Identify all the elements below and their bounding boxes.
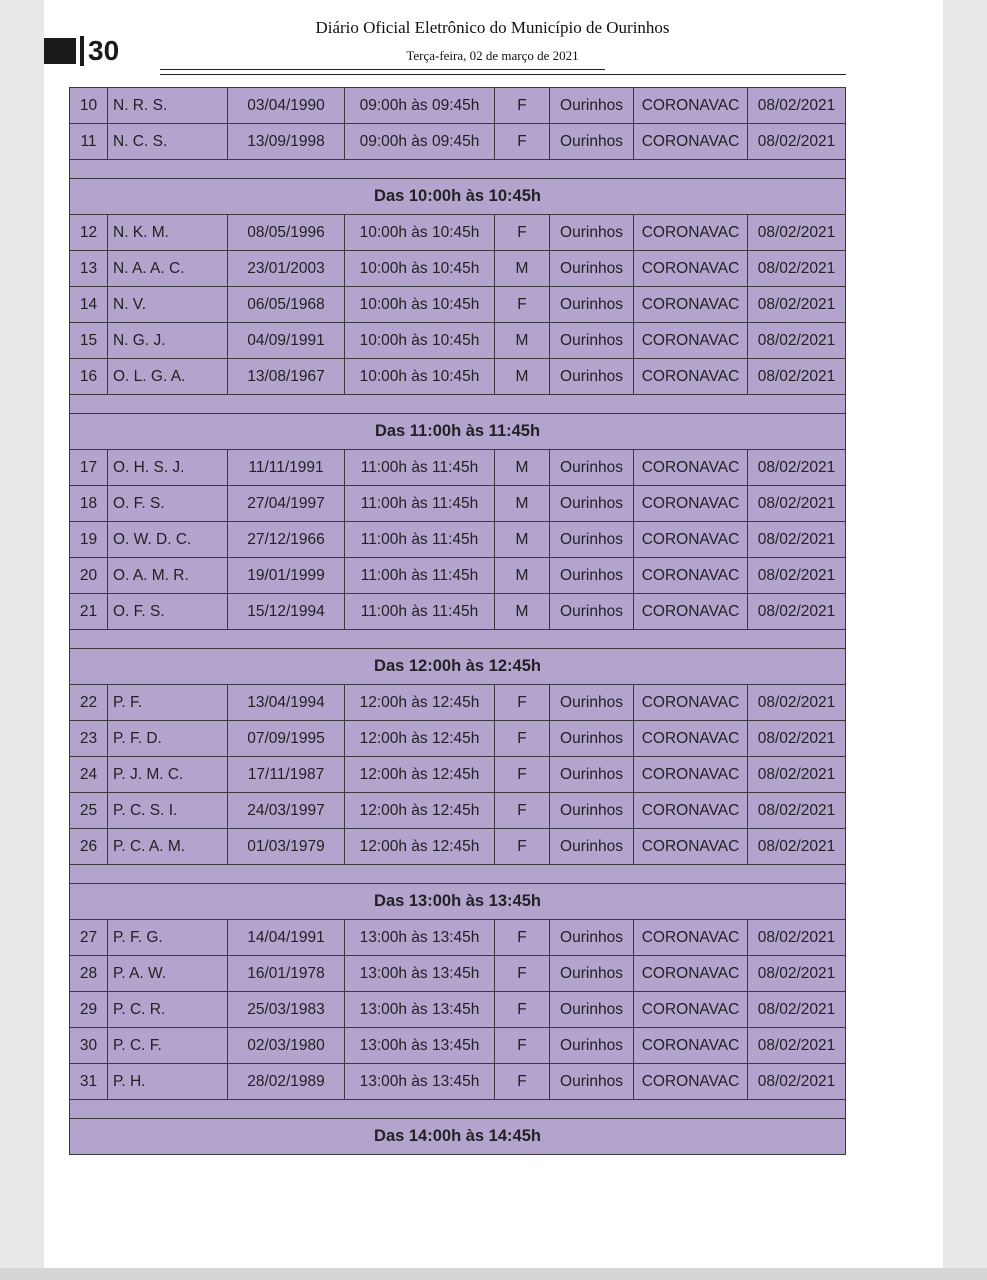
dose-date-cell: 08/02/2021: [748, 88, 846, 124]
person-initials-cell: P. F. D.: [108, 721, 228, 757]
dose-date-cell: 08/02/2021: [748, 920, 846, 956]
vaccine-cell: CORONAVAC: [634, 721, 748, 757]
row-number-cell: 22: [70, 685, 108, 721]
city-cell: Ourinhos: [550, 450, 634, 486]
dose-date-cell: 08/02/2021: [748, 251, 846, 287]
city-cell: Ourinhos: [550, 1064, 634, 1100]
table-row: [70, 956, 846, 992]
city-cell: Ourinhos: [550, 215, 634, 251]
birth-date-cell: 13/09/1998: [228, 124, 345, 160]
city-cell: Ourinhos: [550, 251, 634, 287]
spacer-row: [70, 1100, 846, 1119]
time-slot-cell: 11:00h às 11:45h: [345, 594, 495, 630]
table-row: [70, 992, 846, 1028]
vaccine-cell: CORONAVAC: [634, 287, 748, 323]
table-row: [70, 1028, 846, 1064]
time-slot-cell: 12:00h às 12:45h: [345, 721, 495, 757]
row-number-cell: 29: [70, 992, 108, 1028]
city-cell: Ourinhos: [550, 757, 634, 793]
table-row: [70, 594, 846, 630]
row-number-cell: 19: [70, 522, 108, 558]
time-slot-cell: 12:00h às 12:45h: [345, 757, 495, 793]
person-initials-cell: P. C. F.: [108, 1028, 228, 1064]
table-row: [70, 124, 846, 160]
city-cell: Ourinhos: [550, 287, 634, 323]
row-number-cell: 10: [70, 88, 108, 124]
city-cell: Ourinhos: [550, 829, 634, 865]
vaccine-cell: CORONAVAC: [634, 558, 748, 594]
table-row: [70, 829, 846, 865]
sex-cell: F: [495, 1064, 550, 1100]
spacer-cell: [70, 1100, 846, 1119]
time-slot-cell: 11:00h às 11:45h: [345, 450, 495, 486]
person-initials-cell: O. F. S.: [108, 486, 228, 522]
row-number-cell: 27: [70, 920, 108, 956]
birth-date-cell: 03/04/1990: [228, 88, 345, 124]
sex-cell: F: [495, 685, 550, 721]
table-row: [70, 522, 846, 558]
row-number-cell: 11: [70, 124, 108, 160]
row-number-cell: 18: [70, 486, 108, 522]
birth-date-cell: 23/01/2003: [228, 251, 345, 287]
person-initials-cell: O. A. M. R.: [108, 558, 228, 594]
city-cell: Ourinhos: [550, 956, 634, 992]
row-number-cell: 21: [70, 594, 108, 630]
person-initials-cell: O. L. G. A.: [108, 359, 228, 395]
dose-date-cell: 08/02/2021: [748, 956, 846, 992]
page-number-bar: [80, 36, 84, 66]
time-slot-cell: 10:00h às 10:45h: [345, 215, 495, 251]
vaccine-cell: CORONAVAC: [634, 251, 748, 287]
row-number-cell: 23: [70, 721, 108, 757]
table-row: [70, 1064, 846, 1100]
spacer-cell: [70, 395, 846, 414]
person-initials-cell: P. J. M. C.: [108, 757, 228, 793]
time-group-header: [70, 179, 846, 215]
row-number-cell: 20: [70, 558, 108, 594]
time-slot-cell: 09:00h às 09:45h: [345, 88, 495, 124]
dose-date-cell: 08/02/2021: [748, 757, 846, 793]
birth-date-cell: 13/08/1967: [228, 359, 345, 395]
birth-date-cell: 06/05/1968: [228, 287, 345, 323]
city-cell: Ourinhos: [550, 1028, 634, 1064]
time-slot-cell: 13:00h às 13:45h: [345, 920, 495, 956]
journal-title: Diário Oficial Eletrônico do Município de Ourinhos: [315, 18, 670, 37]
row-number-cell: 30: [70, 1028, 108, 1064]
dose-date-cell: 08/02/2021: [748, 323, 846, 359]
city-cell: Ourinhos: [550, 359, 634, 395]
time-slot-cell: 10:00h às 10:45h: [345, 323, 495, 359]
birth-date-cell: 27/12/1966: [228, 522, 345, 558]
dose-date-cell: 08/02/2021: [748, 486, 846, 522]
sex-cell: F: [495, 215, 550, 251]
birth-date-cell: 01/03/1979: [228, 829, 345, 865]
table-row: [70, 215, 846, 251]
vaccine-cell: CORONAVAC: [634, 323, 748, 359]
table-row: [70, 757, 846, 793]
row-number-cell: 26: [70, 829, 108, 865]
time-group-header: [70, 1119, 846, 1155]
sex-cell: F: [495, 1028, 550, 1064]
sex-cell: M: [495, 450, 550, 486]
vaccine-cell: CORONAVAC: [634, 450, 748, 486]
table-row: [70, 685, 846, 721]
city-cell: Ourinhos: [550, 88, 634, 124]
sex-cell: F: [495, 287, 550, 323]
city-cell: Ourinhos: [550, 486, 634, 522]
time-slot-cell: 13:00h às 13:45h: [345, 992, 495, 1028]
table-row: [70, 88, 846, 124]
vaccine-cell: CORONAVAC: [634, 88, 748, 124]
city-cell: Ourinhos: [550, 992, 634, 1028]
dose-date-cell: 08/02/2021: [748, 685, 846, 721]
dose-date-cell: 08/02/2021: [748, 594, 846, 630]
time-group-label: Das 13:00h às 13:45h: [70, 884, 846, 920]
spacer-row: [70, 630, 846, 649]
sex-cell: F: [495, 829, 550, 865]
time-slot-cell: 11:00h às 11:45h: [345, 558, 495, 594]
vaccine-cell: CORONAVAC: [634, 992, 748, 1028]
spacer-cell: [70, 160, 846, 179]
person-initials-cell: N. V.: [108, 287, 228, 323]
person-initials-cell: P. C. R.: [108, 992, 228, 1028]
birth-date-cell: 13/04/1994: [228, 685, 345, 721]
birth-date-cell: 25/03/1983: [228, 992, 345, 1028]
city-cell: Ourinhos: [550, 558, 634, 594]
birth-date-cell: 14/04/1991: [228, 920, 345, 956]
sex-cell: M: [495, 251, 550, 287]
table-row: [70, 450, 846, 486]
time-slot-cell: 09:00h às 09:45h: [345, 124, 495, 160]
person-initials-cell: P. C. S. I.: [108, 793, 228, 829]
vaccination-schedule-table: [69, 87, 846, 1155]
row-number-cell: 17: [70, 450, 108, 486]
dose-date-cell: 08/02/2021: [748, 522, 846, 558]
city-cell: Ourinhos: [550, 685, 634, 721]
table-row: [70, 323, 846, 359]
row-number-cell: 24: [70, 757, 108, 793]
time-group-label: Das 11:00h às 11:45h: [70, 414, 846, 450]
time-slot-cell: 12:00h às 12:45h: [345, 685, 495, 721]
row-number-cell: 15: [70, 323, 108, 359]
birth-date-cell: 08/05/1996: [228, 215, 345, 251]
vaccine-cell: CORONAVAC: [634, 1064, 748, 1100]
time-slot-cell: 10:00h às 10:45h: [345, 287, 495, 323]
person-initials-cell: O. F. S.: [108, 594, 228, 630]
vaccine-cell: CORONAVAC: [634, 829, 748, 865]
birth-date-cell: 04/09/1991: [228, 323, 345, 359]
time-group-label: Das 12:00h às 12:45h: [70, 649, 846, 685]
city-cell: Ourinhos: [550, 323, 634, 359]
person-initials-cell: N. C. S.: [108, 124, 228, 160]
dose-date-cell: 08/02/2021: [748, 721, 846, 757]
vaccine-cell: CORONAVAC: [634, 757, 748, 793]
time-slot-cell: 11:00h às 11:45h: [345, 486, 495, 522]
birth-date-cell: 11/11/1991: [228, 450, 345, 486]
table-row: [70, 558, 846, 594]
city-cell: Ourinhos: [550, 920, 634, 956]
dose-date-cell: 08/02/2021: [748, 992, 846, 1028]
time-slot-cell: 10:00h às 10:45h: [345, 251, 495, 287]
sex-cell: M: [495, 558, 550, 594]
time-slot-cell: 13:00h às 13:45h: [345, 1064, 495, 1100]
vaccine-cell: CORONAVAC: [634, 956, 748, 992]
person-initials-cell: O. W. D. C.: [108, 522, 228, 558]
time-slot-cell: 13:00h às 13:45h: [345, 1028, 495, 1064]
spacer-row: [70, 395, 846, 414]
person-initials-cell: P. C. A. M.: [108, 829, 228, 865]
table-row: [70, 486, 846, 522]
dose-date-cell: 08/02/2021: [748, 558, 846, 594]
vaccine-cell: CORONAVAC: [634, 920, 748, 956]
spacer-cell: [70, 630, 846, 649]
vaccine-cell: CORONAVAC: [634, 486, 748, 522]
person-initials-cell: P. H.: [108, 1064, 228, 1100]
time-slot-cell: 12:00h às 12:45h: [345, 793, 495, 829]
person-initials-cell: N. R. S.: [108, 88, 228, 124]
dose-date-cell: 08/02/2021: [748, 359, 846, 395]
city-cell: Ourinhos: [550, 124, 634, 160]
birth-date-cell: 16/01/1978: [228, 956, 345, 992]
sex-cell: F: [495, 793, 550, 829]
person-initials-cell: O. H. S. J.: [108, 450, 228, 486]
birth-date-cell: 15/12/1994: [228, 594, 345, 630]
birth-date-cell: 07/09/1995: [228, 721, 345, 757]
row-number-cell: 25: [70, 793, 108, 829]
table-row: [70, 793, 846, 829]
row-number-cell: 14: [70, 287, 108, 323]
dose-date-cell: 08/02/2021: [748, 1064, 846, 1100]
person-initials-cell: P. F. G.: [108, 920, 228, 956]
time-group-header: [70, 414, 846, 450]
row-number-cell: 16: [70, 359, 108, 395]
time-slot-cell: 10:00h às 10:45h: [345, 359, 495, 395]
table-row: [70, 920, 846, 956]
vaccine-cell: CORONAVAC: [634, 359, 748, 395]
birth-date-cell: 19/01/1999: [228, 558, 345, 594]
header-rule-short: [160, 69, 605, 70]
time-group-header: [70, 884, 846, 920]
birth-date-cell: 27/04/1997: [228, 486, 345, 522]
sex-cell: M: [495, 522, 550, 558]
journal-date: Terça-feira, 02 de março de 2021: [406, 48, 579, 63]
city-cell: Ourinhos: [550, 721, 634, 757]
city-cell: Ourinhos: [550, 793, 634, 829]
vaccine-cell: CORONAVAC: [634, 793, 748, 829]
time-slot-cell: 13:00h às 13:45h: [345, 956, 495, 992]
vaccine-cell: CORONAVAC: [634, 124, 748, 160]
time-slot-cell: 12:00h às 12:45h: [345, 829, 495, 865]
spacer-row: [70, 160, 846, 179]
sex-cell: F: [495, 956, 550, 992]
sex-cell: F: [495, 88, 550, 124]
row-number-cell: 12: [70, 215, 108, 251]
sex-cell: M: [495, 594, 550, 630]
table-row: [70, 251, 846, 287]
person-initials-cell: P. A. W.: [108, 956, 228, 992]
row-number-cell: 31: [70, 1064, 108, 1100]
sex-cell: F: [495, 757, 550, 793]
sex-cell: F: [495, 721, 550, 757]
sex-cell: F: [495, 992, 550, 1028]
page-number: 30: [88, 35, 120, 66]
dose-date-cell: 08/02/2021: [748, 450, 846, 486]
vaccine-cell: CORONAVAC: [634, 215, 748, 251]
dose-date-cell: 08/02/2021: [748, 215, 846, 251]
dose-date-cell: 08/02/2021: [748, 829, 846, 865]
time-group-label: Das 10:00h às 10:45h: [70, 179, 846, 215]
page-number-block: [44, 38, 76, 64]
sex-cell: F: [495, 920, 550, 956]
vaccine-cell: CORONAVAC: [634, 1028, 748, 1064]
spacer-cell: [70, 865, 846, 884]
person-initials-cell: N. K. M.: [108, 215, 228, 251]
row-number-cell: 13: [70, 251, 108, 287]
sex-cell: M: [495, 359, 550, 395]
time-group-label: Das 14:00h às 14:45h: [70, 1119, 846, 1155]
vaccine-cell: CORONAVAC: [634, 685, 748, 721]
birth-date-cell: 28/02/1989: [228, 1064, 345, 1100]
sex-cell: M: [495, 486, 550, 522]
time-slot-cell: 11:00h às 11:45h: [345, 522, 495, 558]
birth-date-cell: 17/11/1987: [228, 757, 345, 793]
city-cell: Ourinhos: [550, 594, 634, 630]
page-bottom-edge: [0, 1268, 987, 1280]
sex-cell: F: [495, 124, 550, 160]
vaccine-cell: CORONAVAC: [634, 594, 748, 630]
table-row: [70, 359, 846, 395]
person-initials-cell: N. A. A. C.: [108, 251, 228, 287]
time-group-header: [70, 649, 846, 685]
dose-date-cell: 08/02/2021: [748, 793, 846, 829]
header-rule-long: [160, 74, 846, 75]
table-row: [70, 287, 846, 323]
dose-date-cell: 08/02/2021: [748, 287, 846, 323]
person-initials-cell: P. F.: [108, 685, 228, 721]
table-row: [70, 721, 846, 757]
spacer-row: [70, 865, 846, 884]
sex-cell: M: [495, 323, 550, 359]
vaccine-cell: CORONAVAC: [634, 522, 748, 558]
dose-date-cell: 08/02/2021: [748, 1028, 846, 1064]
row-number-cell: 28: [70, 956, 108, 992]
schedule-body: [70, 88, 846, 1155]
city-cell: Ourinhos: [550, 522, 634, 558]
dose-date-cell: 08/02/2021: [748, 124, 846, 160]
person-initials-cell: N. G. J.: [108, 323, 228, 359]
birth-date-cell: 24/03/1997: [228, 793, 345, 829]
birth-date-cell: 02/03/1980: [228, 1028, 345, 1064]
